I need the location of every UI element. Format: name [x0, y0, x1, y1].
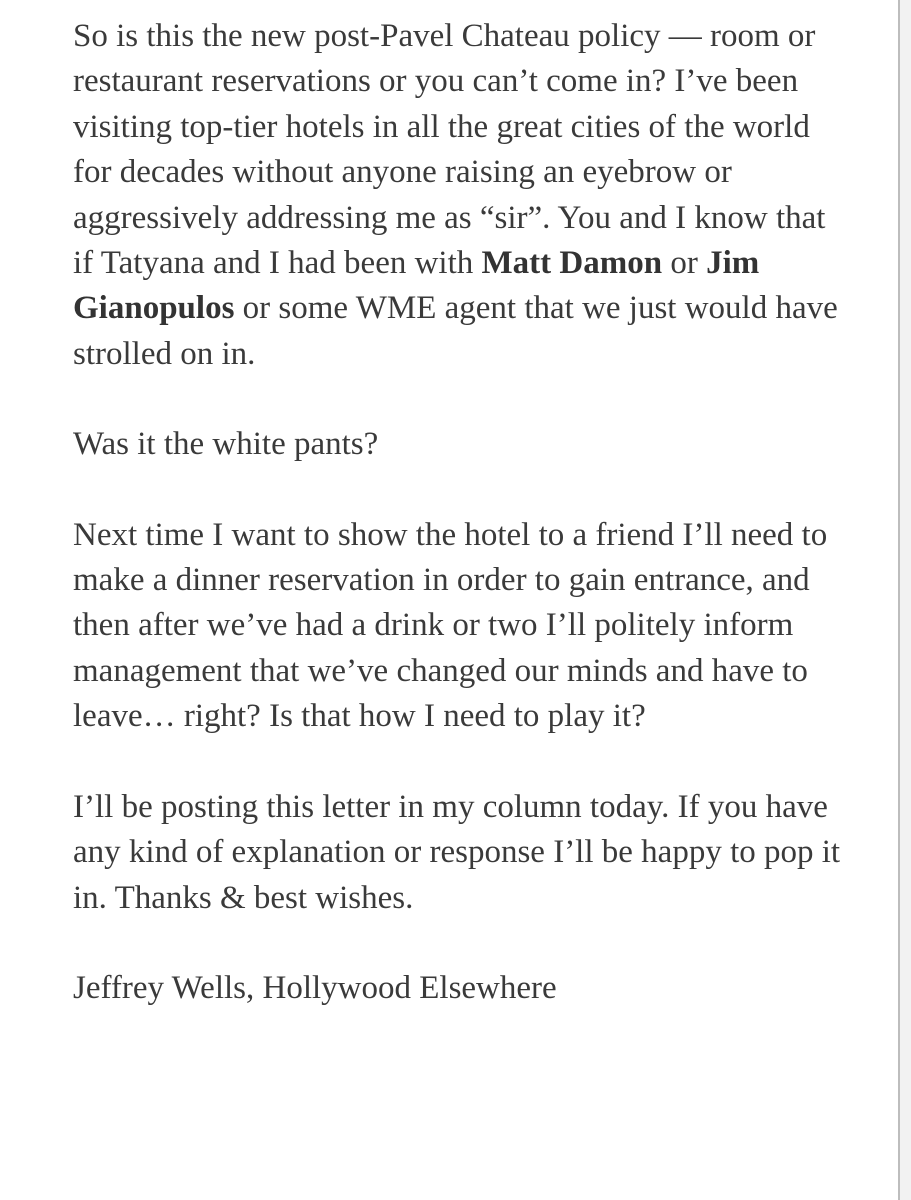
paragraph-1-text-c: or some WME agent that we just would have strolled on in. — [73, 290, 838, 372]
paragraph-1 — [73, 14, 853, 377]
right-gutter — [900, 0, 911, 1200]
paragraph-1-text-b: or — [662, 245, 707, 282]
letter-body — [73, 14, 853, 1056]
bold-name-matt-damon: Matt Damon — [481, 245, 663, 282]
signature: Jeffrey Wells, Hollywood Elsewhere — [73, 969, 557, 1006]
paragraph-4: I’ll be posting this letter in my column today. If you have any kind of explanation or response I’ll be happy to pop it in. Thanks & best wishes. — [73, 788, 841, 916]
paragraph-2: Was it the white pants? — [73, 426, 379, 463]
paragraph-1-text-a: So is this the new post-Pavel Chateau policy — room or restaurant reservations or you can’t come in? I’ve been visiting top-tier hotels in all the great cities of the world for decades without anyone raising an eyebrow or aggressively addressing me as “sir”. You and I know that if Tatyana and I had been with — [73, 18, 826, 282]
paragraph-3: Next time I want to show the hotel to a friend I’ll need to make a dinner reservation in order to gain entrance, and then after we’ve had a drink or two I’ll politely inform management that we’ve changed our minds and have to leave… right? Is that how I need to play it? — [73, 516, 828, 735]
bold-name-jim-gianopulos: Jim Gianopulos — [73, 245, 760, 327]
